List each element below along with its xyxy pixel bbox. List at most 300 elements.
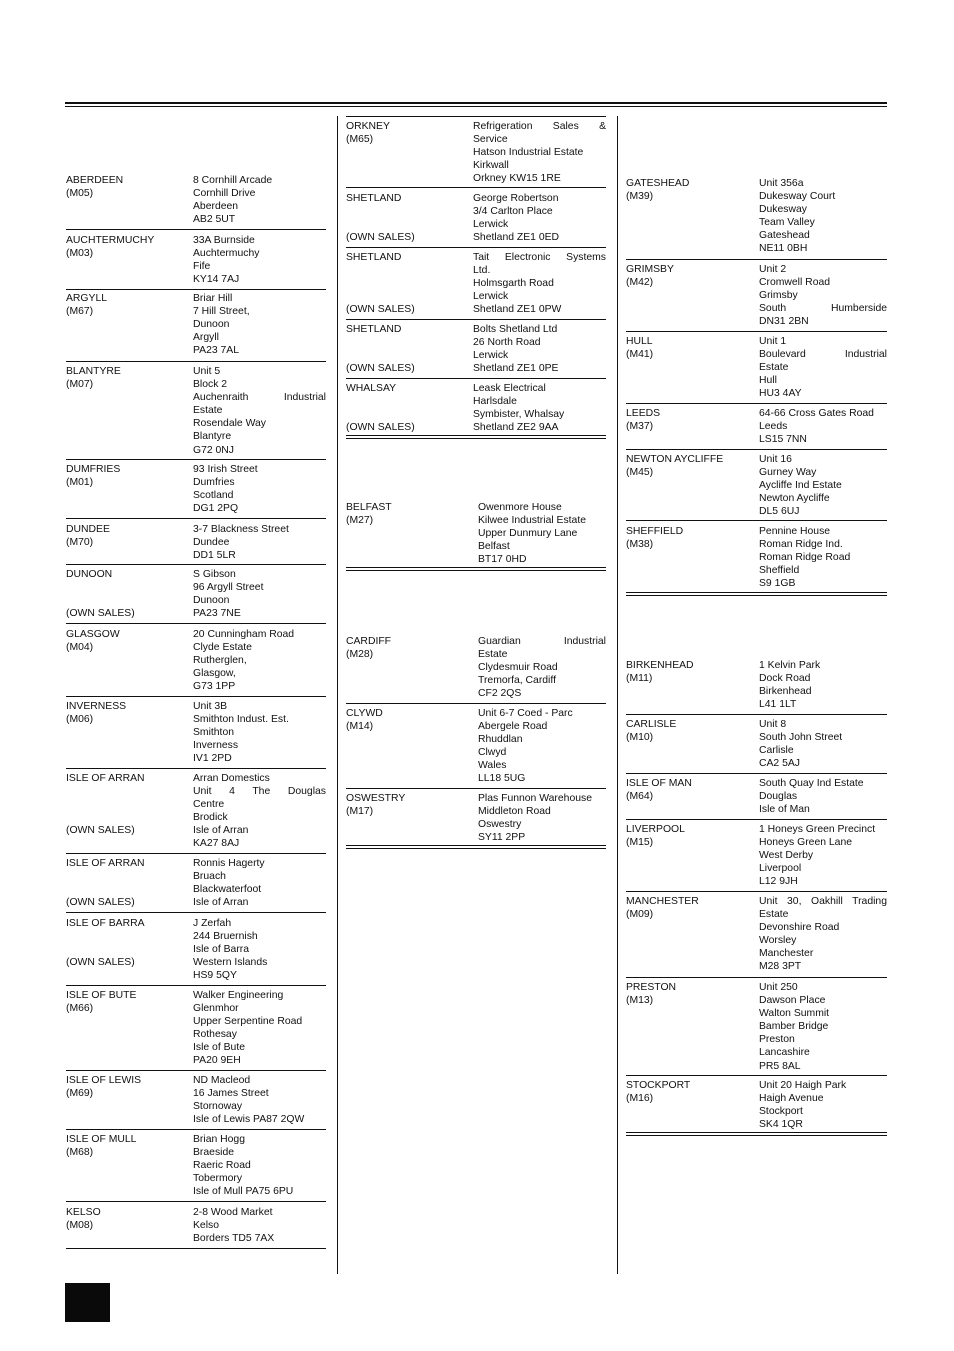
address-line: Dunoon <box>193 319 230 331</box>
address-line: Auchtermuchy <box>193 248 260 260</box>
address-line: Leeds <box>759 421 788 433</box>
address-line: Service <box>473 134 508 146</box>
entry-location: DUNDEE <box>66 524 110 535</box>
entry-address <box>759 525 887 590</box>
address-line: Arran Domestics <box>193 773 270 784</box>
address-line: Honeys Green Lane <box>759 837 852 849</box>
entry-code: (M42) <box>626 277 654 289</box>
entry-location: LIVERPOOL <box>626 824 685 835</box>
entry-code: (M04) <box>66 642 94 654</box>
address-line: Gurney Way <box>759 467 817 479</box>
address-line: 1 Honeys Green Precinct <box>759 824 876 835</box>
entry-location: ISLE OF ARRAN <box>66 858 145 869</box>
address-line: Glenmhor <box>193 1003 239 1015</box>
entry-address <box>759 177 887 256</box>
address-line: 93 Irish Street <box>193 464 258 475</box>
address-line: PR5 8AL <box>759 1060 801 1072</box>
address-line: Blackwaterfoot <box>193 884 262 896</box>
address-line: Bruach <box>193 871 226 883</box>
entry-separator <box>66 289 326 290</box>
entry-code: (M01) <box>66 477 94 489</box>
address-line: Unit 30, Oakhill Trading <box>759 896 887 907</box>
address-line: Clydesmuir Road <box>478 662 558 674</box>
address-line: Holmsgarth Road <box>473 278 554 290</box>
address-line: Stockport <box>759 1106 803 1118</box>
address-line: Lerwick <box>473 350 509 362</box>
address-line: Dukesway <box>759 204 807 216</box>
address-line: S Gibson <box>193 569 236 580</box>
address-line: Lancashire <box>759 1047 810 1059</box>
address-line: HU3 4AY <box>759 388 802 400</box>
address-line: G73 1PP <box>193 681 236 693</box>
entry-location: DUMFRIES <box>66 464 121 475</box>
entry-location: ISLE OF BUTE <box>66 990 137 1001</box>
entry-address <box>193 700 326 765</box>
entry-code: (M15) <box>626 837 654 849</box>
address-line: Wales <box>478 760 507 772</box>
address-line: Aberdeen <box>193 201 239 213</box>
entry-location: MANCHESTER <box>626 896 699 907</box>
address-line: Dumfries <box>193 477 235 489</box>
address-line: PA20 9EH <box>193 1055 241 1067</box>
entry-address <box>759 777 887 816</box>
address-line: Boulevard Industrial <box>759 349 887 361</box>
entry-separator <box>346 116 606 117</box>
entry-code: (OWN SALES) <box>66 825 135 837</box>
entry-address <box>759 263 887 328</box>
entry-location: INVERNESS <box>66 701 127 712</box>
address-line: Clyde Estate <box>193 642 252 654</box>
entry-address <box>193 917 326 982</box>
entry-location: PRESTON <box>626 982 677 993</box>
entry-address <box>473 251 606 316</box>
address-line: Shetland ZE1 0PW <box>473 304 562 316</box>
entry-code: (M69) <box>66 1088 94 1100</box>
address-line: Isle of Arran <box>193 825 249 837</box>
address-line: Middleton Road <box>478 806 551 818</box>
address-line: Isle of Barra <box>193 944 250 956</box>
entry-code: (OWN SALES) <box>346 363 415 375</box>
entry-code: (OWN SALES) <box>66 897 135 909</box>
address-line: Isle of Bute <box>193 1042 245 1054</box>
entry-address <box>473 323 606 375</box>
address-line: Gateshead <box>759 230 810 242</box>
entry-code: (M67) <box>66 306 94 318</box>
address-line: Dundee <box>193 537 230 549</box>
entry-address <box>193 463 326 515</box>
address-line: Oswestry <box>478 819 522 831</box>
address-line: S9 1GB <box>759 578 796 590</box>
entry-address <box>473 382 606 434</box>
entry-address <box>759 659 887 711</box>
address-line: Douglas <box>759 791 798 803</box>
entry-address <box>759 718 887 770</box>
entry-separator <box>626 449 887 450</box>
entry-separator <box>626 819 887 820</box>
address-line: Isle of Arran <box>193 897 249 909</box>
entry-location: KELSO <box>66 1207 101 1218</box>
address-line: Shetland ZE1 0PE <box>473 363 559 375</box>
entry-location: SHEFFIELD <box>626 526 684 537</box>
address-line: Harlsdale <box>473 396 517 408</box>
address-line: Abergele Road <box>478 721 548 733</box>
entry-location: ARGYLL <box>66 293 108 304</box>
address-line: Unit 6-7 Coed - Parc <box>478 708 573 719</box>
entry-address <box>759 823 887 888</box>
address-line: Sheffield <box>759 565 800 577</box>
address-line: South John Street <box>759 732 843 744</box>
entry-code: (M45) <box>626 467 654 479</box>
entry-address <box>759 895 887 974</box>
address-line: Block 2 <box>193 379 228 391</box>
entry-code: (M06) <box>66 714 94 726</box>
address-line: Plas Funnon Warehouse <box>478 793 592 804</box>
address-line: Scotland <box>193 490 234 502</box>
section-double-rule <box>626 1132 887 1136</box>
entry-address <box>193 174 326 226</box>
address-line: Argyll <box>193 332 219 344</box>
address-line: Leask Electrical <box>473 383 546 394</box>
entry-address <box>193 1206 326 1245</box>
entry-separator <box>66 768 326 769</box>
entry-location: GLASGOW <box>66 629 120 640</box>
address-line: DL5 6UJ <box>759 506 800 518</box>
entry-location: DUNOON <box>66 569 113 580</box>
entry-location: ISLE OF MULL <box>66 1134 137 1145</box>
address-line: Shetland ZE1 0ED <box>473 232 560 244</box>
section-double-rule <box>346 845 606 849</box>
entry-separator <box>626 1075 887 1076</box>
entry-code: (M37) <box>626 421 654 433</box>
entry-location: ISLE OF MAN <box>626 778 692 789</box>
entry-address <box>193 628 326 693</box>
address-line: Unit 8 <box>759 719 787 730</box>
address-line: Unit 2 <box>759 264 787 275</box>
address-line: Cornhill Drive <box>193 188 256 200</box>
address-line: HS9 5QY <box>193 970 237 982</box>
address-line: Fife <box>193 261 211 273</box>
address-line: Unit 250 <box>759 982 798 993</box>
address-line: 8 Cornhill Arcade <box>193 175 273 186</box>
address-line: George Robertson <box>473 193 559 204</box>
entry-separator <box>66 912 326 913</box>
address-line: West Derby <box>759 850 814 862</box>
entry-code: (OWN SALES) <box>346 304 415 316</box>
address-line: South Quay Ind Estate <box>759 778 864 789</box>
address-line: Rhuddlan <box>478 734 523 746</box>
entry-separator <box>626 891 887 892</box>
address-line: Briar Hill <box>193 293 233 304</box>
address-line: BT17 0HD <box>478 554 527 566</box>
address-line: Rutherglen, <box>193 655 247 667</box>
entry-code: (M11) <box>626 673 653 685</box>
entry-location: CLYWD <box>346 708 383 719</box>
entry-code: (M03) <box>66 248 94 260</box>
address-line: Western Islands <box>193 957 268 969</box>
address-line: Ronnis Hagerty <box>193 858 265 869</box>
entry-location: GATESHEAD <box>626 178 690 189</box>
header-rule-thick <box>65 102 887 104</box>
address-line: Estate <box>759 909 789 921</box>
entry-location: HULL <box>626 336 653 347</box>
entry-location: SHETLAND <box>346 193 402 204</box>
address-line: LL18 5UG <box>478 773 526 785</box>
entry-address <box>193 568 326 620</box>
address-line: G72 0NJ <box>193 444 235 456</box>
address-line: PA23 7NE <box>193 608 241 620</box>
address-line: South Humberside <box>759 303 887 315</box>
address-line: Belfast <box>478 541 510 553</box>
address-line: Braeside <box>193 1147 235 1159</box>
address-line: DG1 2PQ <box>193 503 239 515</box>
address-line: AB2 5UT <box>193 214 236 226</box>
address-line: Bamber Bridge <box>759 1021 829 1033</box>
entry-location: LEEDS <box>626 408 661 419</box>
address-line: 7 Hill Street, <box>193 306 250 318</box>
entry-separator <box>346 187 606 188</box>
entry-address <box>759 1079 887 1131</box>
entry-code: (M38) <box>626 539 654 551</box>
address-line: Walton Summit <box>759 1008 830 1020</box>
address-line: 26 North Road <box>473 337 541 349</box>
address-line: Guardian Industrial <box>478 636 606 647</box>
address-line: M28 3PT <box>759 961 802 973</box>
entry-separator <box>346 703 606 704</box>
address-line: KA27 8AJ <box>193 838 240 850</box>
address-line: Roman Ridge Road <box>759 552 851 564</box>
entry-location: OSWESTRY <box>346 793 406 804</box>
entry-address <box>478 707 606 786</box>
entry-separator <box>66 1070 326 1071</box>
entry-code: (OWN SALES) <box>346 422 415 434</box>
address-line: 1 Kelvin Park <box>759 660 821 671</box>
address-line: LS15 7NN <box>759 434 807 446</box>
address-line: Liverpool <box>759 863 802 875</box>
entry-location: GRIMSBY <box>626 264 674 275</box>
entry-address <box>759 407 887 446</box>
address-line: Worsley <box>759 935 797 947</box>
entry-location: SHETLAND <box>346 252 402 263</box>
entry-address <box>193 772 326 851</box>
column-divider <box>617 116 618 1274</box>
entry-address <box>759 335 887 400</box>
entry-location: ORKNEY <box>346 121 390 132</box>
entry-separator <box>346 247 606 248</box>
address-line: 33A Burnside <box>193 235 255 246</box>
address-line: 20 Cunningham Road <box>193 629 295 640</box>
address-line: Brian Hogg <box>193 1134 245 1145</box>
address-line: Inverness <box>193 740 239 752</box>
entry-location: WHALSAY <box>346 383 397 394</box>
entry-separator <box>626 977 887 978</box>
address-line: L12 9JH <box>759 876 798 888</box>
entry-location: ABERDEEN <box>66 175 124 186</box>
address-line: 2-8 Wood Market <box>193 1207 273 1218</box>
address-line: Manchester <box>759 948 814 960</box>
entry-separator <box>626 773 887 774</box>
entry-location: SHETLAND <box>346 324 402 335</box>
address-line: Kirkwall <box>473 160 509 172</box>
entry-code: (M13) <box>626 995 654 1007</box>
address-line: Isle of Man <box>759 804 810 816</box>
address-line: 16 James Street <box>193 1088 269 1100</box>
entry-separator <box>66 1129 326 1130</box>
entry-code: (M08) <box>66 1220 94 1232</box>
entry-code: (M41) <box>626 349 654 361</box>
address-line: 3-7 Blackness Street <box>193 524 289 535</box>
section-double-rule <box>346 567 606 571</box>
entry-code: (M66) <box>66 1003 94 1015</box>
address-line: Smithton <box>193 727 235 739</box>
address-line: Tait Electronic Systems <box>473 252 606 263</box>
entry-separator <box>66 361 326 362</box>
entry-code: (M70) <box>66 537 94 549</box>
address-line: Stornoway <box>193 1101 243 1113</box>
entry-code: (M16) <box>626 1093 654 1105</box>
address-line: Owenmore House <box>478 502 562 513</box>
address-line: J Zerfah <box>193 918 232 929</box>
address-line: IV1 2PD <box>193 753 232 765</box>
entry-separator <box>66 229 326 230</box>
entry-separator <box>626 331 887 332</box>
entry-address <box>193 1074 326 1126</box>
address-line: Refrigeration Sales & <box>473 121 606 132</box>
address-line: KY14 7AJ <box>193 274 240 286</box>
entry-address <box>759 453 887 518</box>
address-line: Dukesway Court <box>759 191 836 203</box>
address-line: CF2 2QS <box>478 688 522 700</box>
address-line: Dunoon <box>193 595 230 607</box>
entry-separator <box>66 518 326 519</box>
entry-location: NEWTON AYCLIFFE <box>626 454 724 465</box>
entry-code: (M17) <box>346 806 374 818</box>
entry-separator <box>66 459 326 460</box>
address-line: Unit 3B <box>193 701 228 712</box>
entry-code: (M64) <box>626 791 654 803</box>
entry-address <box>478 501 606 566</box>
address-line: Lerwick <box>473 219 509 231</box>
address-line: CA2 5AJ <box>759 758 801 770</box>
page-number-block <box>65 1283 110 1322</box>
entry-location: BIRKENHEAD <box>626 660 694 671</box>
address-line: Hull <box>759 375 777 387</box>
address-line: DN31 2BN <box>759 316 809 328</box>
header-rule-thin <box>65 106 887 107</box>
column-divider <box>337 116 338 1274</box>
address-line: Haigh Avenue <box>759 1093 824 1105</box>
entry-address <box>473 120 606 185</box>
address-line: PA23 7AL <box>193 345 240 357</box>
address-line: Dock Road <box>759 673 811 685</box>
address-line: Lerwick <box>473 291 509 303</box>
address-line: Grimsby <box>759 290 798 302</box>
address-line: Upper Serpentine Road <box>193 1016 303 1028</box>
entry-separator <box>66 564 326 565</box>
address-line: Unit 16 <box>759 454 792 465</box>
entry-code: (M68) <box>66 1147 94 1159</box>
address-line: Unit 5 <box>193 366 221 377</box>
entry-separator <box>626 520 887 521</box>
entry-separator <box>346 378 606 379</box>
address-line: Unit 20 Haigh Park <box>759 1080 847 1091</box>
address-line: Isle of Mull PA75 6PU <box>193 1186 294 1198</box>
address-line: Preston <box>759 1034 795 1046</box>
address-line: Dawson Place <box>759 995 826 1007</box>
entry-separator <box>346 319 606 320</box>
address-line: Unit 1 <box>759 336 787 347</box>
entry-separator <box>626 259 887 260</box>
entry-location: BELFAST <box>346 502 392 513</box>
entry-code: (M28) <box>346 649 374 661</box>
address-line: Auchenraith Industrial <box>193 392 326 404</box>
entry-location: STOCKPORT <box>626 1080 691 1091</box>
entry-address <box>193 234 326 286</box>
address-line: Rothesay <box>193 1029 237 1041</box>
entry-address <box>193 989 326 1068</box>
entry-separator <box>66 1201 326 1202</box>
address-line: Glasgow, <box>193 668 236 680</box>
address-line: Estate <box>759 362 789 374</box>
address-line: 244 Bruernish <box>193 931 258 943</box>
entry-separator <box>66 623 326 624</box>
address-line: L41 1LT <box>759 699 797 711</box>
entry-location: BLANTYRE <box>66 366 121 377</box>
entry-code: (OWN SALES) <box>66 608 135 620</box>
entry-address <box>193 292 326 357</box>
address-line: Tobermory <box>193 1173 243 1185</box>
entry-address <box>759 981 887 1073</box>
address-line: Symbister, Whalsay <box>473 409 565 421</box>
address-line: Estate <box>478 649 508 661</box>
entry-address <box>193 857 326 909</box>
address-line: Aycliffe Ind Estate <box>759 480 842 492</box>
entry-code: (M27) <box>346 515 374 527</box>
entry-separator <box>66 1248 326 1249</box>
address-line: 64-66 Cross Gates Road <box>759 408 874 419</box>
address-line: Newton Aycliffe <box>759 493 830 505</box>
section-double-rule <box>346 435 606 439</box>
entry-address <box>193 1133 326 1198</box>
address-line: Shetland ZE2 9AA <box>473 422 559 434</box>
entry-code: (M05) <box>66 188 94 200</box>
entry-code: (M14) <box>346 721 374 733</box>
entry-separator <box>626 403 887 404</box>
section-double-rule <box>626 592 887 596</box>
entry-code: (M07) <box>66 379 94 391</box>
entry-code: (M10) <box>626 732 654 744</box>
address-line: Clwyd <box>478 747 507 759</box>
address-line: Ltd. <box>473 265 491 277</box>
address-line: Bolts Shetland Ltd <box>473 324 558 335</box>
entry-location: CARLISLE <box>626 719 677 730</box>
address-line: Unit 4 The Douglas <box>193 786 326 798</box>
address-line: Upper Dunmury Lane <box>478 528 578 540</box>
entry-separator <box>66 696 326 697</box>
address-line: Blantyre <box>193 431 232 443</box>
address-line: Hatson Industrial Estate <box>473 147 584 159</box>
address-line: Tremorfa, Cardiff <box>478 675 556 687</box>
address-line: Raeric Road <box>193 1160 251 1172</box>
entry-code: (OWN SALES) <box>66 957 135 969</box>
entry-code: (M65) <box>346 134 374 146</box>
entry-address <box>193 523 326 562</box>
address-line: Cromwell Road <box>759 277 831 289</box>
address-line: SK4 1QR <box>759 1119 803 1131</box>
entry-address <box>193 365 326 457</box>
entry-address <box>473 192 606 244</box>
entry-location: ISLE OF LEWIS <box>66 1075 142 1086</box>
entry-separator <box>346 788 606 789</box>
